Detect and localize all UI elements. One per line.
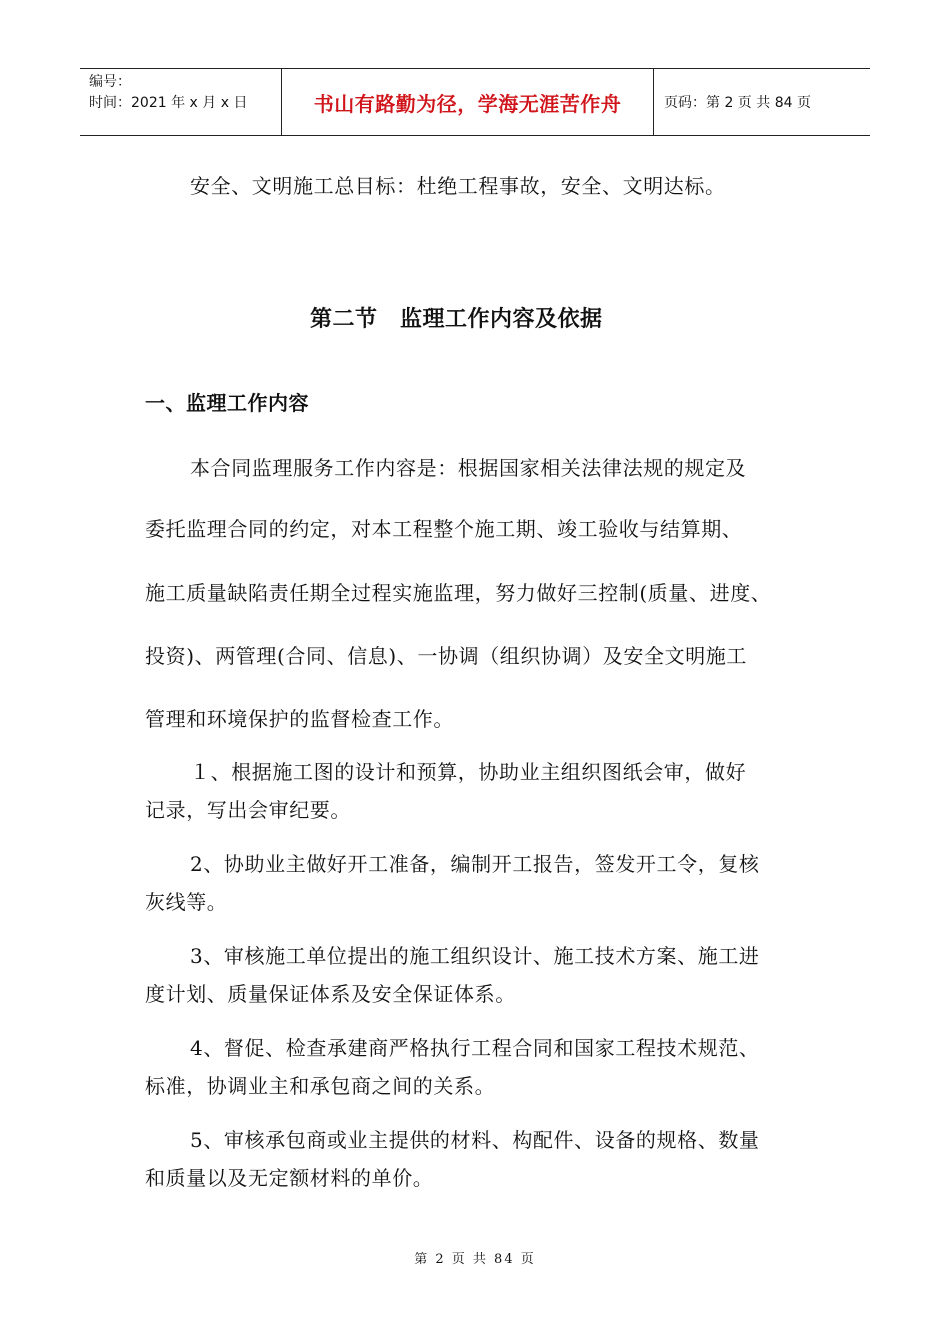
intro-line: 本合同监理服务工作内容是：根据国家相关法律法规的规定及	[190, 456, 747, 480]
page-footer: 第 2 页 共 84 页	[414, 1252, 536, 1267]
list-item-line: 度计划、质量保证体系及安全保证体系。	[145, 982, 516, 1006]
header-motto: 书山有路勤为径，学海无涯苦作舟	[282, 69, 654, 135]
header-table	[80, 68, 870, 136]
safety-goal-line: 安全、文明施工总目标：杜绝工程事故，安全、文明达标。	[190, 174, 726, 198]
list-item-line: 记录，写出会审纪要。	[145, 798, 351, 822]
intro-line: 施工质量缺陷责任期全过程实施监理，努力做好三控制(质量、进度、	[145, 581, 772, 605]
intro-line: 投资)、两管理(合同、信息)、一协调（组织协调）及安全文明施工	[145, 644, 748, 668]
header-page-info: 页码：第 2 页 共 84 页	[664, 95, 811, 111]
subsection-title: 一、监理工作内容	[145, 391, 309, 415]
list-item-line: 标准，协调业主和承包商之间的关系。	[145, 1074, 496, 1098]
list-item-line: 2、协助业主做好开工准备，编制开工报告，签发开工令，复核	[190, 852, 760, 876]
intro-line: 委托监理合同的约定，对本工程整个施工期、竣工验收与结算期、	[145, 517, 743, 541]
intro-line: 管理和环境保护的监督检查工作。	[145, 707, 454, 731]
list-item-line: １、根据施工图的设计和预算，协助业主组织图纸会审，做好	[190, 760, 747, 784]
document-number-label: 编号：	[89, 74, 131, 90]
list-item-line: 3、审核施工单位提出的施工组织设计、施工技术方案、施工进	[190, 944, 760, 968]
document-date-label: 时间：2021 年 x 月 x 日	[89, 95, 248, 111]
list-item-line: 灰线等。	[145, 890, 228, 914]
section-title: 第二节 监理工作内容及依据	[310, 307, 603, 332]
list-item-line: 5、审核承包商或业主提供的材料、构配件、设备的规格、数量	[190, 1128, 760, 1152]
list-item-line: 和质量以及无定额材料的单价。	[145, 1166, 434, 1190]
list-item-line: 4、督促、检查承建商严格执行工程合同和国家工程技术规范、	[190, 1036, 760, 1060]
header-meta-cell	[80, 69, 282, 135]
